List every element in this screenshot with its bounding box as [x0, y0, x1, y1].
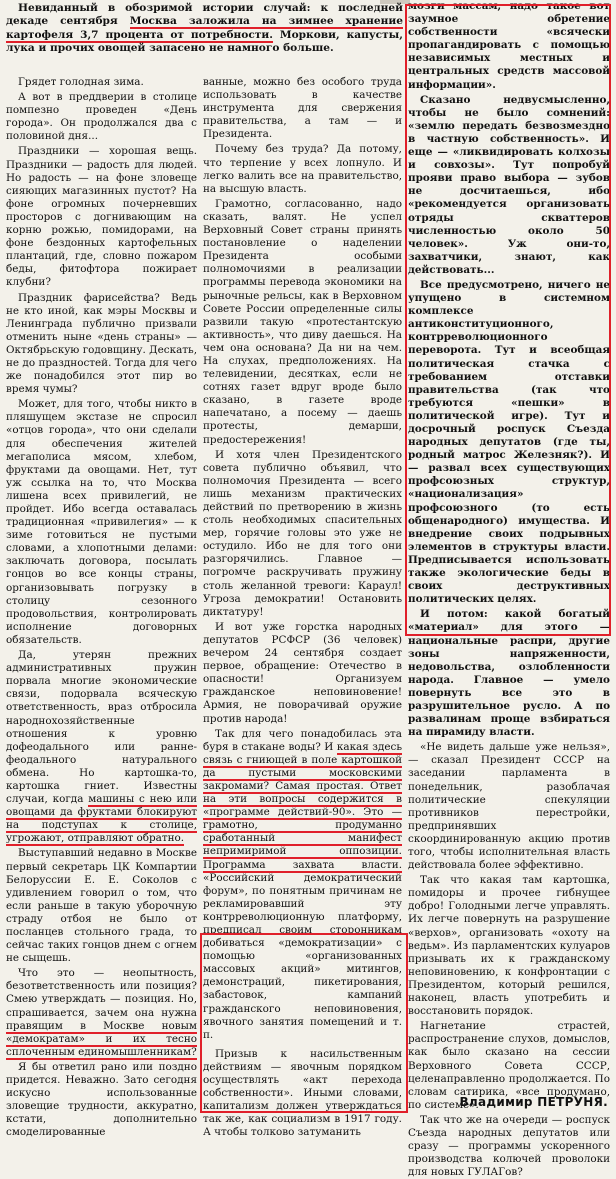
col3-p8: Так что же на очереди — роспуск Съезда народных депутатов или сразу — программы ускоренного производства колючей проволоки для новых ГУЛАГов?	[408, 1113, 610, 1179]
col3-p1: мозги массам, надо такое вот заумное обретение собственности «всячески пропагандировать с помощью независимых местных и центральных средств массовой информации».	[408, 0, 610, 91]
col2-p6-underlined: какая здесь связь с гниющей в поле картошкой да пустыми московскими закромами? Самая простая. Ответ на эти вопросы содержится в «программе действий-90». Это — грамотно, продуманно сработанный манифест непримиримой оппозиции. Программа захвата власти.	[203, 740, 402, 871]
lead-paragraph	[6, 2, 403, 56]
column-2	[203, 76, 402, 1139]
col2-p6	[203, 728, 402, 1042]
col1-p1: Грядет голодная зима.	[18, 76, 144, 88]
col2-p1: ванные, можно без особого труда использовать в качестве инструмента для свержения правительства, а там — и Президента.	[203, 76, 402, 141]
col1-p9: Я бы ответил рано или поздно придется. Неважно. Зато сегодня искусно использованные зловещие трудности, аккуратно, кстати, дополнительно смоделированные	[6, 1060, 197, 1139]
col3-p6: Так что какая там картошка, помидоры и прочее гибнущее добро! Голодными легче управлять. Их легче повернуть на разрушение «верхов», организовать «охоту на ведьм». Из парламентских кулуаров призывать их к гражданскому неповиновению, к конфронтации с Президентом, который решился, наконец, власть употребить и восстановить порядок.	[408, 874, 610, 1018]
col1-p2: А вот в преддверии в столице помпезно проведен «День города». Он продолжался два с половиной дня...	[6, 91, 197, 143]
col3-p4: И потом: какой богатый «материал» для этого — национальные распри, другие зоны напряженности, недовольства, озлобленности народа. Главное — умело повернуть все это в разрушительное русло. А по развалинам проще взбираться на пирамиду власти.	[408, 608, 610, 739]
column-3	[408, 0, 610, 1179]
lead-text-c: Моркови, капусты, лука и прочих овощей запасено не намного больше.	[6, 28, 403, 55]
col3-p5: «Не видеть дальше уже нельзя», — сказал Президент СССР на заседании парламента в понедельник, разоблачая политические спекуляции противников перестройки, предпринявших скоординированную акцию против того, чтобы исполнительная власть действовала более эффективно.	[408, 741, 610, 872]
col1-p8-underlined: правящим в Москве новым «демократам» и их тесно сплоченным единомышленникам?	[6, 1019, 197, 1058]
col1-p4: Праздник фарисейства? Ведь не кто иной, как мэры Москвы и Ленинграда публично призвали отменить ныне «день страны» — Октябрьскую годовщину. Дескать, не до праздностей. Тогда для чего же понадобился этот пир во время чумы?	[6, 291, 197, 396]
col2-p4: И хотя член Президентского совета публично объявил, что полномочия Президента — всего лишь механизм практических действий по претворению в жизнь столь необходимых спасительных мер, горячие головы это уже не остудило. Ибо не для того они разгорячились. Главное — погромче раскручивать пружину столь желанной тревоги: Караул! Угроза демократии! Остановить диктатуру!	[203, 448, 402, 618]
col1-p3: Праздники — хорошая вещь. Праздники — радость для людей. Но радость — на фоне зловеще сияющих магазинных пустот? На фоне огромных почерневших просторов с догнивающим на корню рожью, помидорами, на фоне бездонных картофельных плантаций, где, словно пожаром беды, фитофтора пожирает клубни?	[6, 145, 197, 289]
col2-p7-text: «Российский демократический форум», по понятным причинам не рекламировавший эту контрреволюционную платформу, предписал своим сторонникам добиваться «демократизации» с помощью «организованных массовых акций» митингов, демонстраций, пикетирования, забастовок, кампаний гражданского неповиновения, явочного занятия помещений и т. п.	[203, 871, 402, 1041]
col1-p5: Может, для того, чтобы никто в пляшущем экстазе не спросил «отцов города», что они сделали для обеспечения жителей мегаполиса мясом, хлебом, фруктами да овощами. Нет, тут уж ссылка на то, что Москва лишена всех привилегий, не пройдет. Ибо всегда оставалась традиционная «привилегия» — к зиме готовиться не пустыми словами, а хлопотными делами: заключать договора, посылать гонцов во все концы страны, организовывать погрузку в столицу сезонного продовольствия, контролировать исполнение договорных обязательств.	[6, 398, 197, 646]
col1-p6-text: Да, утерян прежних административных пружин порвала многие экономические связи, подорвала всяческую ответственность, враз отбросила народнохозяйственные отношения к уровню дофеодального или ранне-феодального натурального обмена. Но картошка-то, картошка гниет. Известны случаи, когда	[6, 649, 197, 806]
col3-p2: Сказано недвусмысленно, чтобы не было сомнений: «землю передать безвозмездно в частную собственность». И еще — «ликвидировать колхозы и совхозы». Тут попробуй прояви право выбора — зубов не досчитаешься, ибо «рекомендуется организовать отряды скваттеров численностью около 50 человек». Уж они-то, захватчики, знают, как действовать...	[408, 93, 610, 276]
col1-p6	[6, 649, 197, 845]
col2-p2: Почему без труда? Да потому, что терпение у всех лопнуло. И легко валить все на правительство, на высшую власть.	[203, 143, 402, 195]
byline: Владимир ПЕТРУНЯ.	[459, 1095, 608, 1109]
col3-p7: Нагнетание страстей, распространение слухов, домыслов, как было сказано на сессии Верховного Совета СССР, целенаправленно продолжается. По словам сатирика, «все продумано, по системе».	[408, 1020, 610, 1111]
col3-p3: Все предусмотрено, ничего не упущено в системном комплексе антиконституционного, контрреволюционного переворота. Тут и всеобщая политическая стачка с требованием отставки правительства (так что требуются «пешки» в политической игре). Тут и досрочный роспуск Съезда народных депутатов (где ты, родный матрос Железняк?). И — развал всех существующих профсоюзных структур, «национализация» профсоюзного (то есть общенародного) имущества. И внедрение своих подрывных элементов в структуры власти. Предписывается использовать также экологические беды в своих деструктивных политических целях.	[408, 278, 610, 606]
col1-p8	[6, 967, 197, 1059]
col1-p8-text: Что это — неопытность, безответственность или позиция? Смею утверждать — позиция. Но, спрашивается, зачем она нужна	[6, 967, 197, 1019]
col2-p3: Грамотно, согласованно, надо сказать, валят. Не успел Верховный Совет страны принять постановление о наделении Президента особыми полномочиями в реализации программы перевода экономики на рыночные рельсы, как в Верховном Совете России определенные силы развили такую «протестантскую активность», что диву даешься. На чем она основана? Да ни на чем. На слухах, предположениях. На телевидении, десятках, если не сотнях газет вдруг вроде было сказано, в газете вроде напечатано, а посему — даешь протесты, демарши, предостережения!	[203, 197, 402, 446]
col2-p6-text: Так для чего понадобилась эта буря в стакане воды? И	[203, 727, 402, 753]
col1-p6-underlined: машины с нею или овощами да фруктами блокируют на подступах к столице, угрожают, отправляют обратно.	[6, 793, 197, 845]
column-1	[6, 76, 197, 1139]
lead-text-a: Невиданный в обозримой истории случай: к последней декаде сентября	[6, 2, 403, 28]
col2-p5: И вот уже горстка народных депутатов РСФСР (36 человек) вечером 24 сентября создает первое, обращение: Отечество в опасности! Организуем гражданское неповиновение! Армия, не поворачивай оружие против народа!	[203, 620, 402, 725]
col2-p8: Призыв к насильственным действиям — явочным порядком осуществлять «акт перехода собственности». Иными словами, капитализм должен утверждаться так же, как социализм в 1917 году. А чтобы толково затуманить	[203, 1047, 402, 1139]
col1-p7: Выступавший недавно в Москве первый секретарь ЦК Компартии Белоруссии Е. Е. Соколов с удивлением говорил о том, что если раньше в такую уборочную страду отбоя не было от посланцев стольного града, то сейчас таких гонцов днем с огнем не сыщешь.	[6, 847, 197, 965]
lead-text-underlined: Москва заложила на зимнее хранение картофеля 3,7 процента от потребности.	[6, 15, 403, 41]
